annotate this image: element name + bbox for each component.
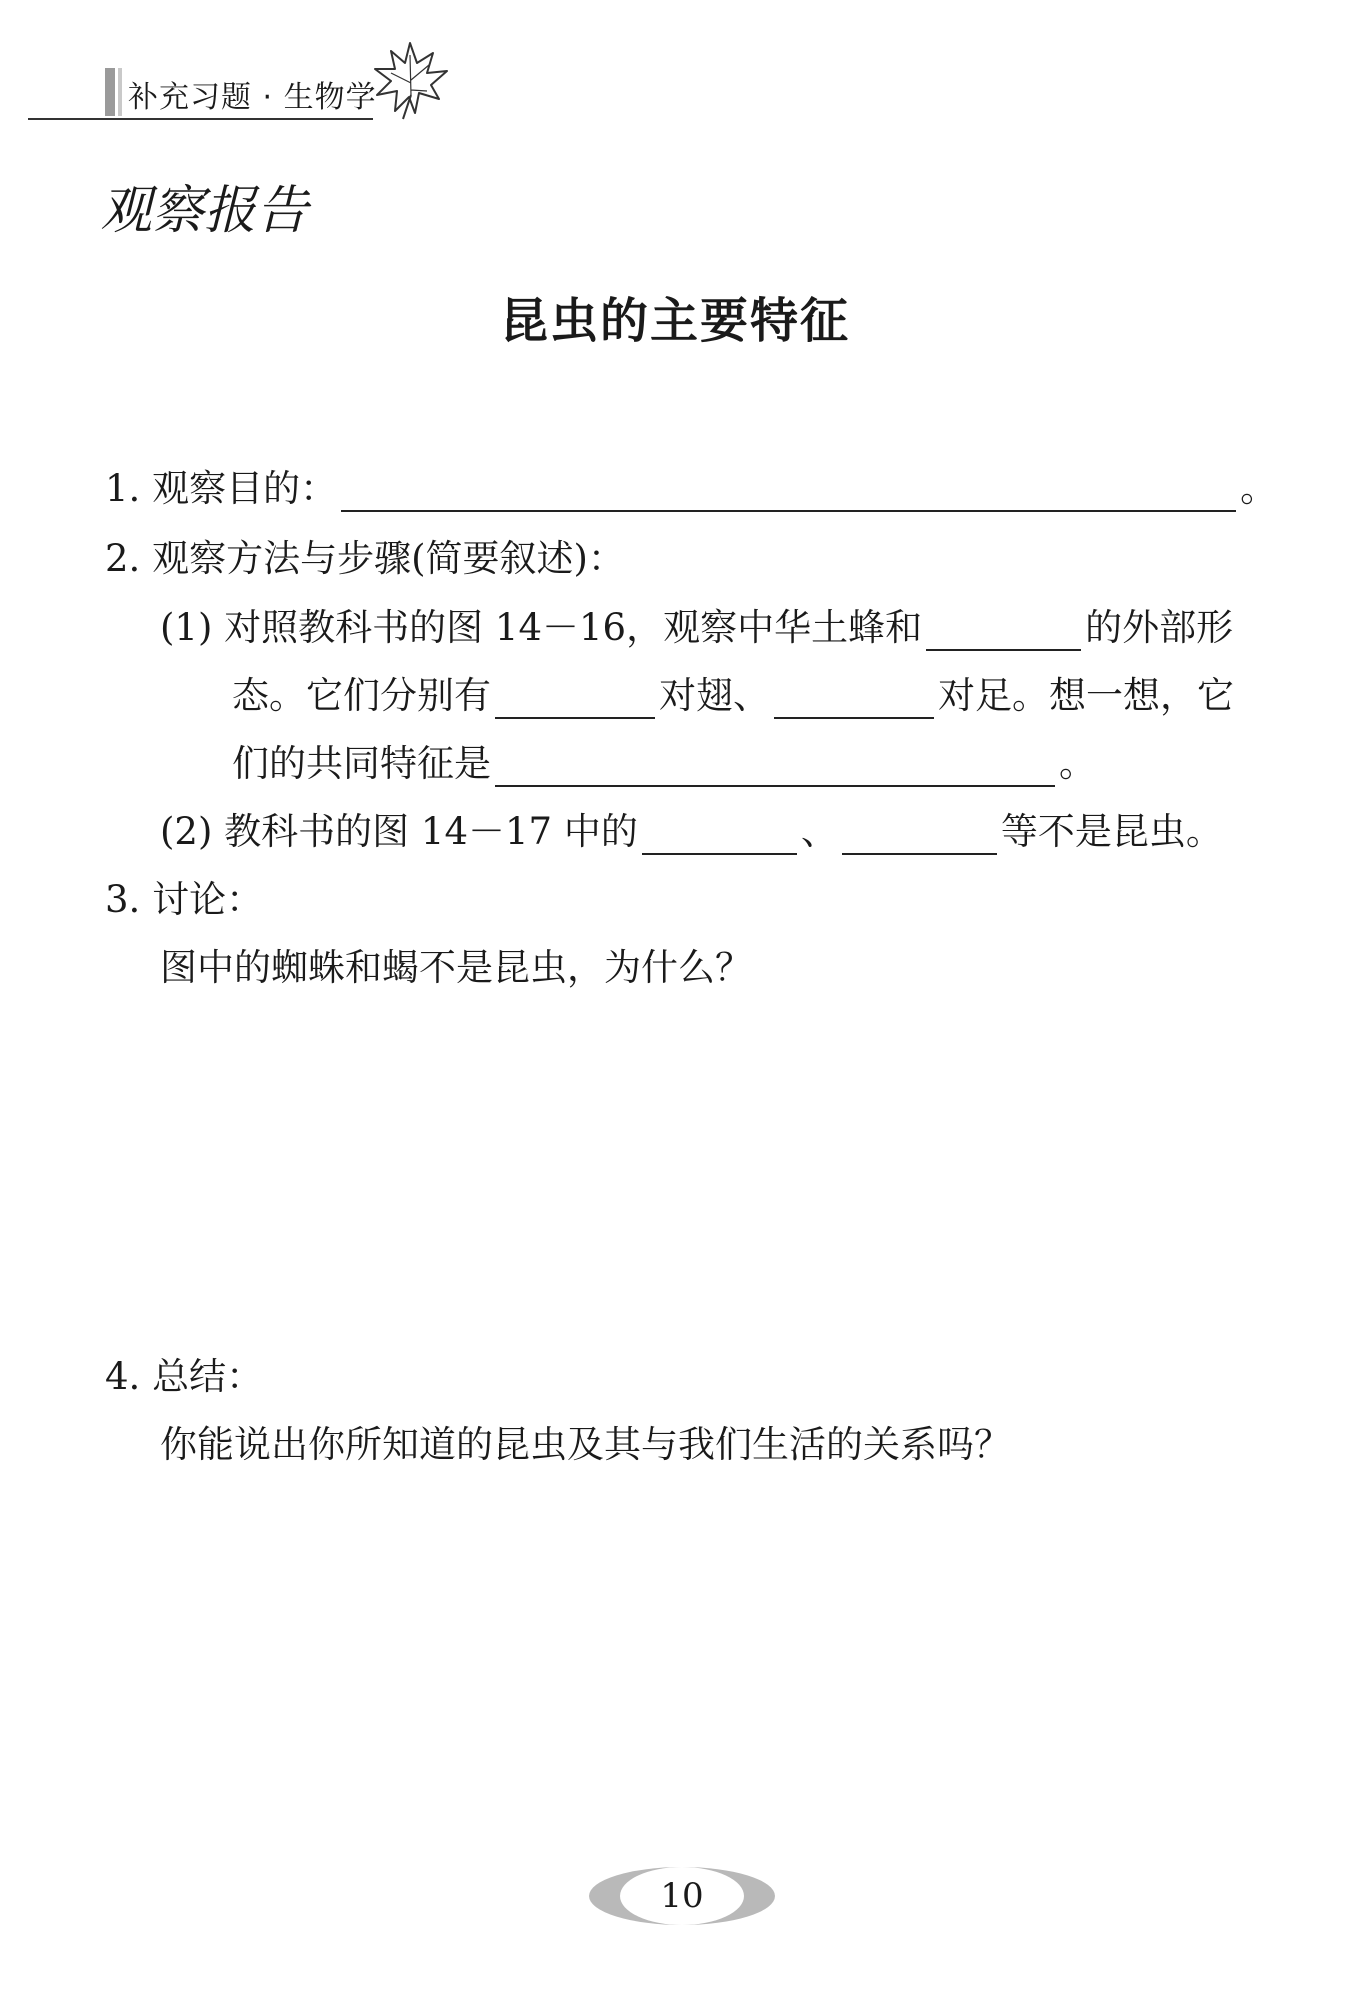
q3-label: 3. 讨论：	[105, 878, 264, 921]
q2-s1-blank-1[interactable]	[926, 611, 1081, 651]
header-rule	[28, 118, 373, 120]
q4-question: 你能说出你所知道的昆虫及其与我们生活的关系吗？	[160, 1423, 1011, 1466]
section-title: 观察报告	[100, 181, 309, 241]
q2-s1-text-f: 们的共同特征是	[232, 742, 491, 785]
q2-s2-blank-1[interactable]	[642, 815, 797, 855]
q2-s2-blank-2[interactable]	[842, 815, 997, 855]
q2-s1-blank-3[interactable]	[774, 679, 934, 719]
maple-leaf-icon	[365, 35, 455, 125]
q1-line	[105, 458, 1277, 512]
page-number: 10	[660, 1876, 704, 1916]
header-bar	[105, 68, 115, 116]
q2-s1-text-c: 态。它们分别有	[232, 674, 491, 717]
q2-s1-text-a: (1) 对照教科书的图 14－16，观察中华土蜂和	[160, 606, 923, 649]
q2-s1-text-g: 。	[1059, 742, 1096, 785]
q2-s2-text-b: 、	[800, 810, 838, 853]
q3-question: 图中的蜘蛛和蝎不是昆虫，为什么？	[160, 946, 752, 989]
q2-s1-line2	[232, 665, 1234, 719]
q1-blank[interactable]	[341, 472, 1236, 512]
page-number-badge	[587, 1865, 777, 1927]
q2-s1-blank-4[interactable]	[495, 747, 1055, 787]
q1-end: 。	[1240, 467, 1278, 510]
q2-s1-text-d: 对翅、	[659, 674, 770, 717]
q2-s2-text-c: 等不是昆虫。	[1000, 810, 1223, 853]
q4-label: 4. 总结：	[105, 1355, 264, 1398]
page-title: 昆虫的主要特征	[499, 293, 850, 349]
q2-s1-line1	[160, 597, 1233, 651]
header-bar-accent	[118, 68, 122, 116]
q1-label: 1. 观察目的：	[105, 467, 338, 510]
q2-label: 2. 观察方法与步骤(简要叙述)：	[105, 537, 625, 580]
q2-s1-text-b: 的外部形	[1085, 606, 1234, 649]
q2-s1-blank-2[interactable]	[495, 679, 655, 719]
q2-s1-line3	[232, 733, 1096, 787]
q2-s2-text-a: (2) 教科书的图 14－17 中的	[160, 810, 638, 853]
q2-s1-text-e: 对足。想一想，它	[938, 674, 1234, 717]
header-text: 补充习题 · 生物学	[128, 80, 377, 115]
q2-s2-line	[160, 801, 1223, 855]
